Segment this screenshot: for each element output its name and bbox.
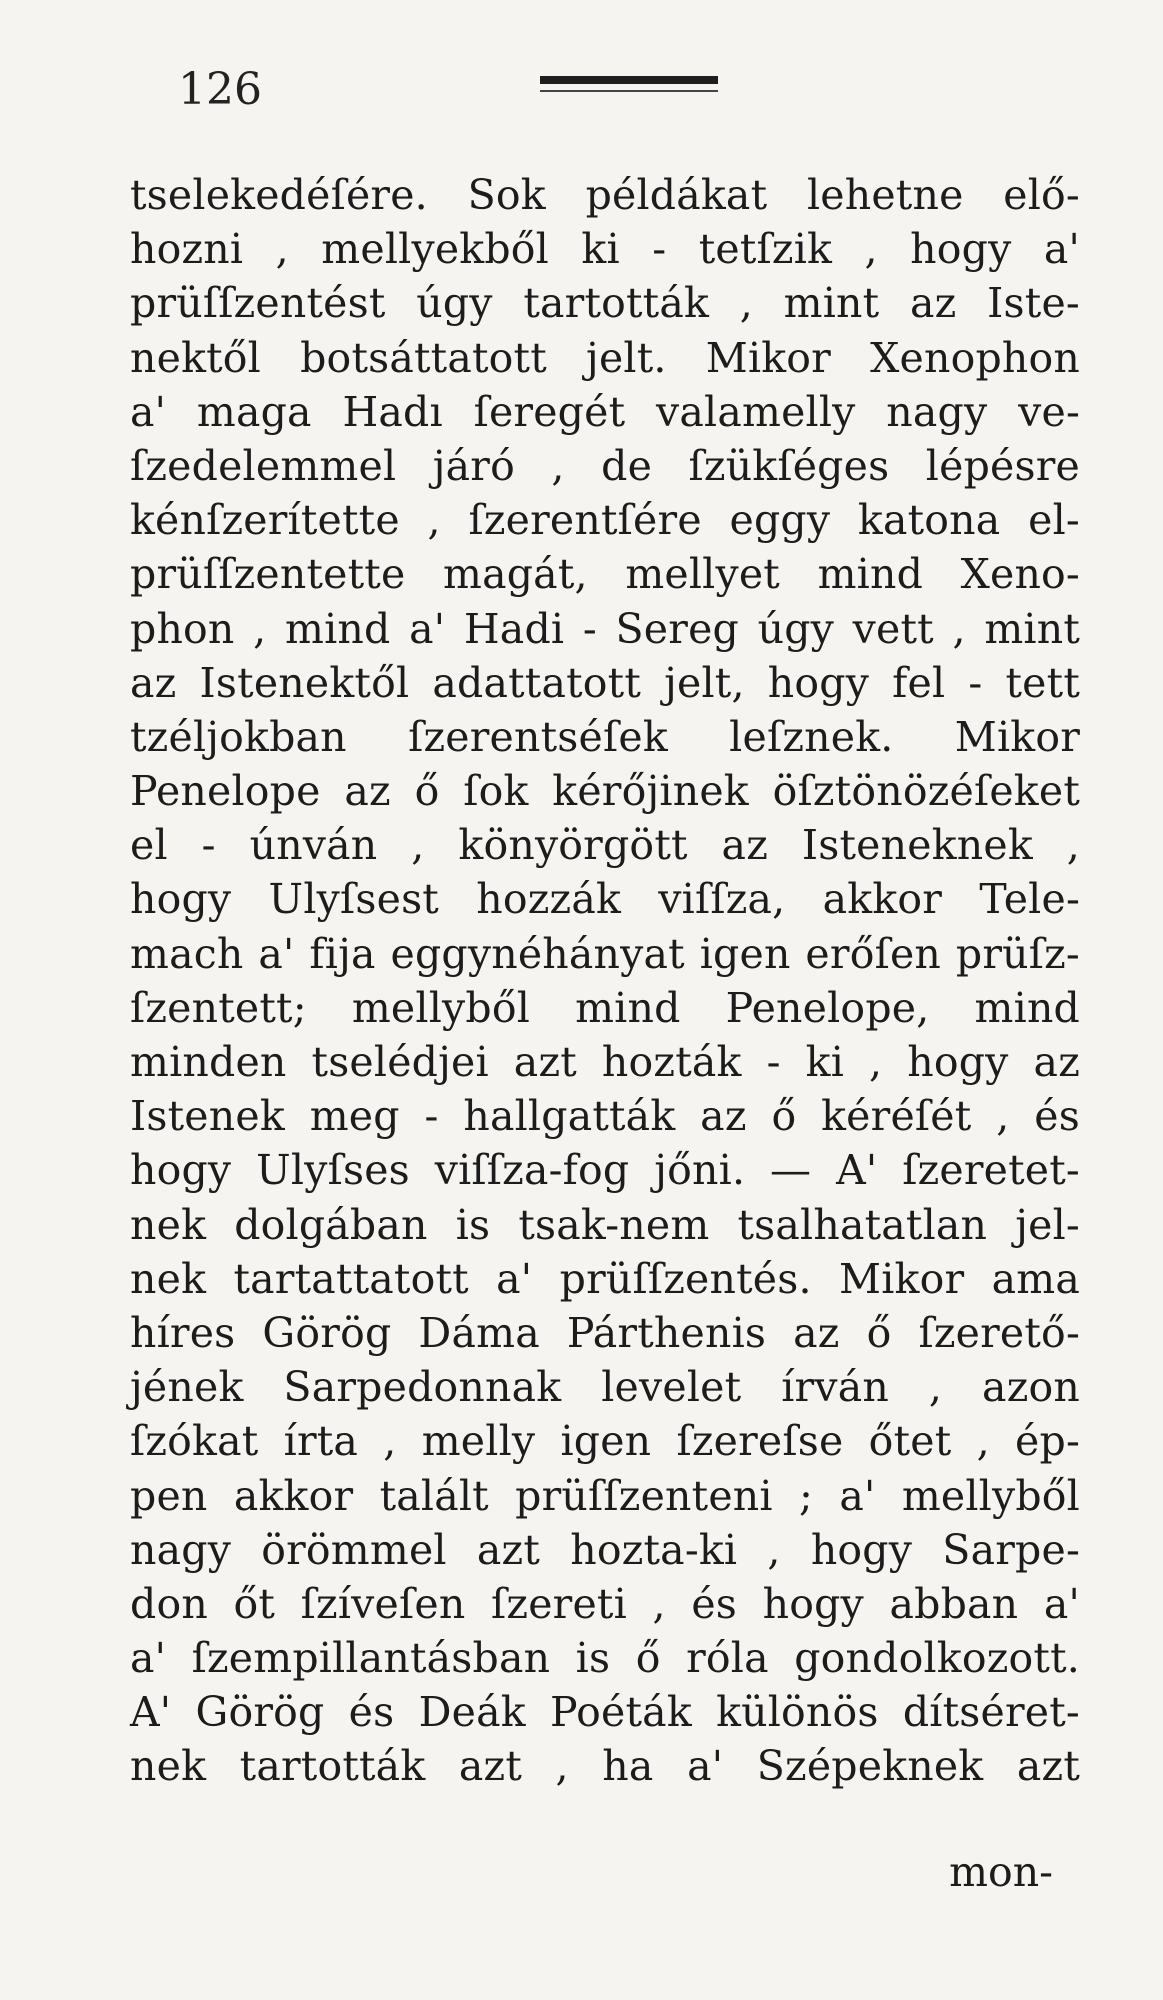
text-line: hozni , mellyekből ki - tetſzik , hogy a' bbox=[130, 225, 1080, 274]
text-line: prüſſzentette magát, mellyet mind Xeno- bbox=[130, 550, 1080, 599]
text-line: jének Sarpedonnak levelet írván , azon bbox=[130, 1363, 1080, 1412]
text-line: phon , mind a' Hadi - Sereg úgy vett , mint bbox=[130, 604, 1080, 653]
page-number: 126 bbox=[178, 64, 262, 115]
text-line: hogy Ulyſsest hozzák viſſza, akkor Tele- bbox=[130, 875, 1080, 924]
text-line: A' Görög és Deák Poéták különös dítséret- bbox=[130, 1688, 1080, 1737]
text-line: Penelope az ő ſok kérőjinek öſztönözéſeket bbox=[130, 767, 1080, 816]
text-line: a' ſzempillantásban is ő róla gondolkozott. bbox=[130, 1634, 1080, 1683]
text-line: tzéljokban ſzerentséſek leſznek. Mikor bbox=[130, 712, 1080, 761]
text-line: prüſſzentést úgy tartották , mint az Iste- bbox=[130, 279, 1080, 328]
text-line: Istenek meg - hallgatták az ő kéréſét , és bbox=[130, 1092, 1080, 1141]
text-line: nektől botsáttatott jelt. Mikor Xenophon bbox=[130, 333, 1080, 382]
text-line: don őt ſzíveſen ſzereti , és hogy abban a' bbox=[130, 1579, 1080, 1628]
text-line: el - únván , könyörgött az Isteneknek , bbox=[130, 821, 1080, 870]
catchword: mon- bbox=[949, 1848, 1053, 1896]
text-line: az Istenektől adattatott jelt, hogy fel - tett bbox=[130, 658, 1080, 707]
text-line: kénſzerítette , ſzerentſére eggy katona el- bbox=[130, 496, 1080, 545]
header-ornament-rule bbox=[540, 76, 718, 84]
text-line: nek tartották azt , ha a' Szépeknek azt bbox=[130, 1742, 1080, 1791]
text-line: minden tselédjei azt hozták - ki , hogy az bbox=[130, 1038, 1080, 1086]
text-line: ſzókat írta , melly igen ſzereſse őtet , ép- bbox=[130, 1417, 1080, 1466]
text-line: ſzedelemmel járó , de ſzükſéges lépésre bbox=[130, 441, 1080, 490]
text-line: nek dolgában is tsak-nem tsalhatatlan jel- bbox=[130, 1200, 1080, 1249]
text-line: hogy Ulyſses viſſza-fog jőni. — A' ſzeretet- bbox=[130, 1146, 1080, 1195]
text-line: nek tartattatott a' prüſſzentés. Mikor ama bbox=[130, 1254, 1080, 1303]
text-line: a' maga Hadı ſeregét valamelly nagy ve- bbox=[130, 387, 1080, 436]
text-line: mach a' fija eggynéhányat igen erőſen prüſz- bbox=[130, 929, 1080, 978]
text-line: pen akkor talált prüſſzenteni ; a' mellyből bbox=[130, 1471, 1080, 1520]
text-line: nagy örömmel azt hozta-ki , hogy Sarpe- bbox=[130, 1525, 1080, 1574]
body-text bbox=[130, 168, 1080, 1794]
text-line: tselekedéſére. Sok példákat lehetne elő- bbox=[130, 171, 1080, 219]
header-ornament-underline bbox=[540, 90, 718, 92]
text-line: ſzentett; mellyből mind Penelope, mind bbox=[130, 983, 1080, 1032]
text-line: híres Görög Dáma Párthenis az ő ſzerető- bbox=[130, 1308, 1080, 1357]
